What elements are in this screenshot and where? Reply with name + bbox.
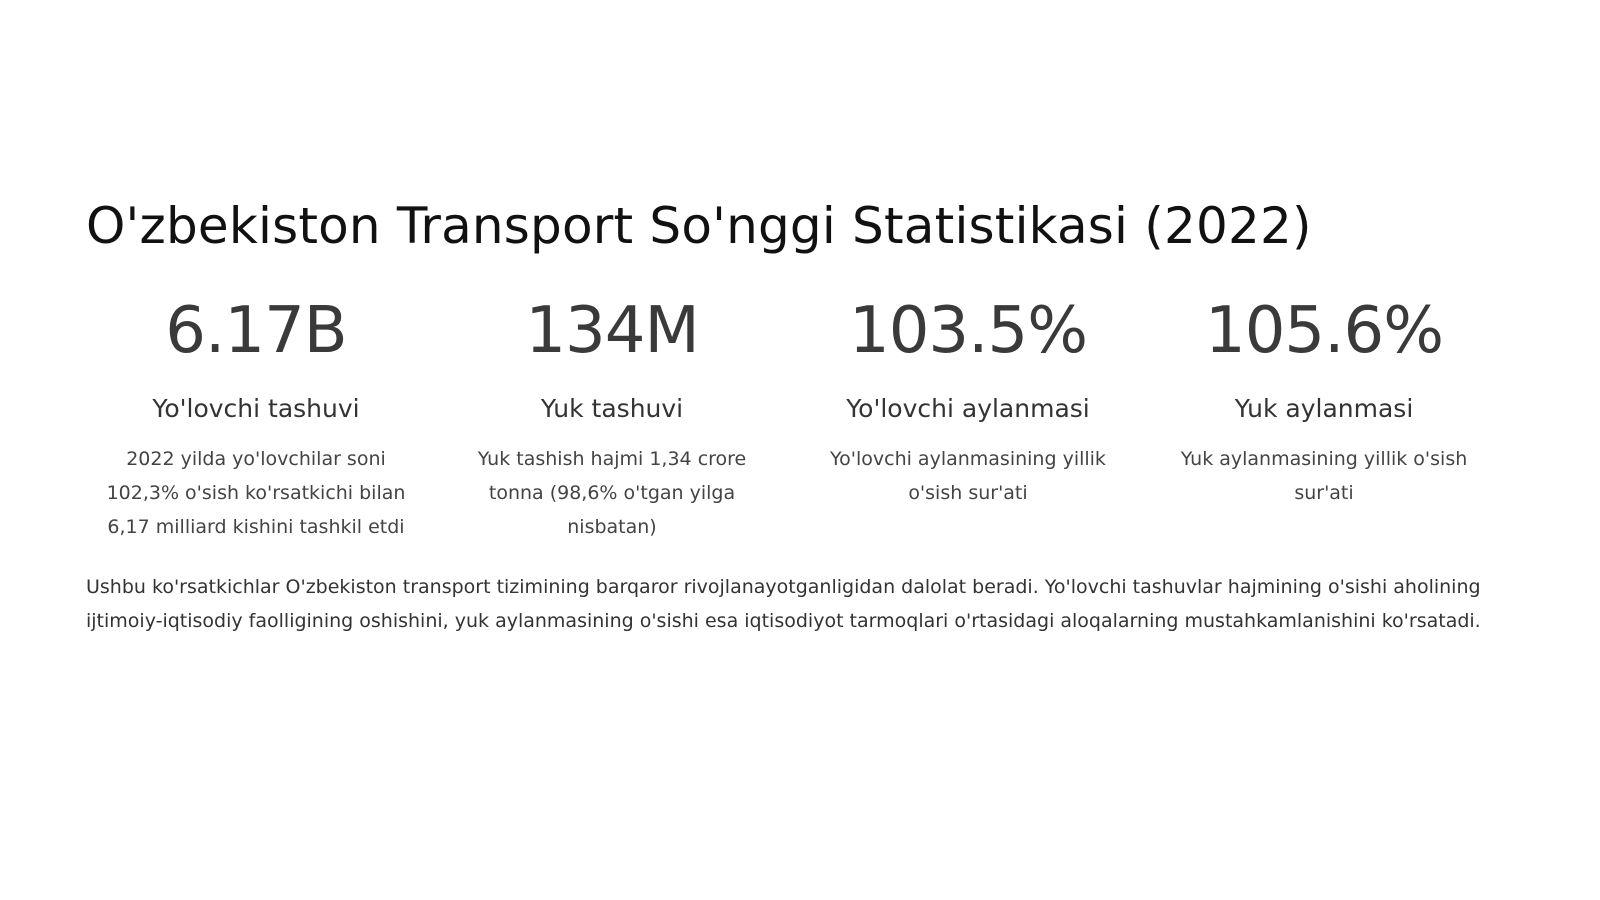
stat-cargo-transport <box>442 296 782 544</box>
stat-passenger-transport <box>86 296 426 544</box>
stat-label: Yuk tashuvi <box>540 394 684 424</box>
stat-label: Yuk aylanmasi <box>1234 394 1414 424</box>
slide <box>86 196 1516 638</box>
stat-description: Yuk tashish hajmi 1,34 crore tonna (98,6% o'tgan yilga nisbatan) <box>477 448 747 539</box>
stat-description: 2022 yilda yo'lovchilar soni 102,3% o'sish ko'rsatkichi bilan 6,17 milliard kishini tashkil etdi <box>106 448 406 539</box>
stat-value: 134M <box>525 294 699 368</box>
summary-paragraph: Ushbu ko'rsatkichlar O'zbekiston transport tizimining barqaror rivojlanayotganligidan dalolat beradi. Yo'lovchi tashuvlar hajmining o'sishi aholining ijtimoiy-iqtisodiy faolligining oshishini, yuk aylanmasining o'sishi esa iqtisodiyot tarmoqlari o'rtasidagi aloqalarning mustahkamlanishini ko'rsatadi. <box>86 576 1481 633</box>
stat-cargo-turnover <box>1154 296 1494 544</box>
stat-description: Yuk aylanmasining yillik o'sish sur'ati <box>1180 448 1468 505</box>
stat-value: 103.5% <box>848 294 1088 368</box>
stat-label: Yo'lovchi tashuvi <box>152 394 360 424</box>
page-title: O'zbekiston Transport So'nggi Statistikasi (2022) <box>86 197 1312 255</box>
stat-label: Yo'lovchi aylanmasi <box>846 394 1090 424</box>
stat-passenger-turnover <box>798 296 1138 544</box>
stat-description: Yo'lovchi aylanmasining yillik o'sish sur'ati <box>830 448 1106 505</box>
stat-value: 6.17B <box>165 294 347 368</box>
stat-value: 105.6% <box>1204 294 1444 368</box>
stats-row <box>0 296 1600 544</box>
